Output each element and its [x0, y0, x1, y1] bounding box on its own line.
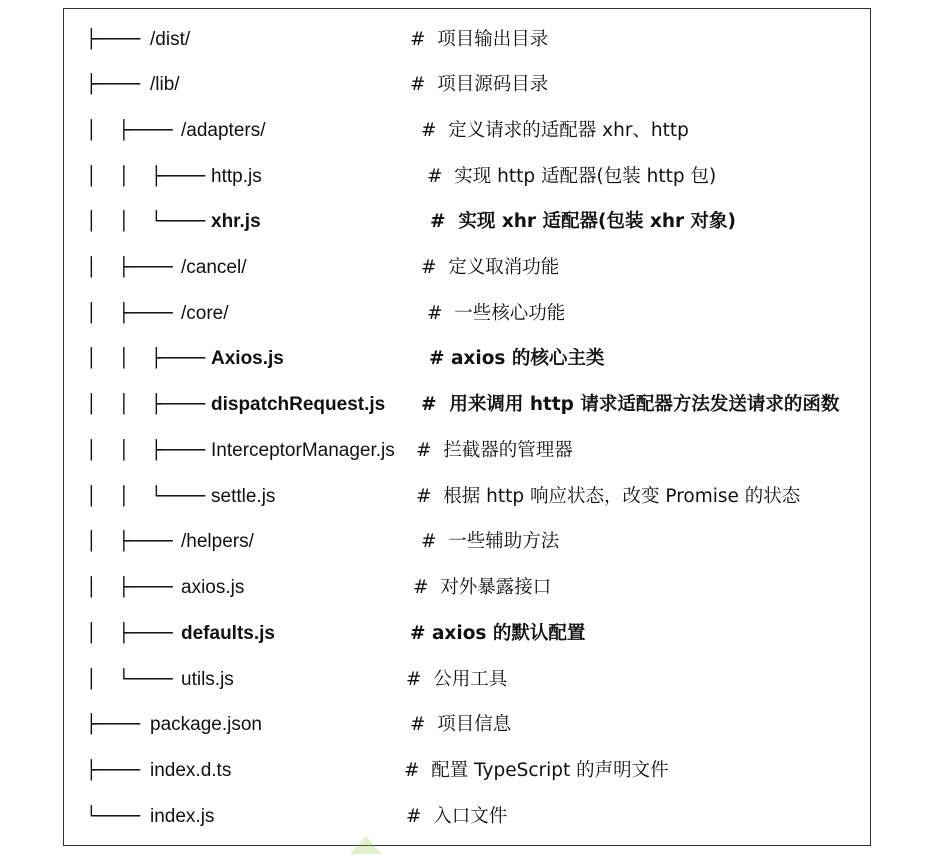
tree-item-name: settle.js — [211, 486, 276, 507]
tree-item-comment: # 定义取消功能 — [421, 257, 560, 278]
tree-item-name: xhr.js — [211, 211, 261, 232]
tree-item-name: package.json — [150, 714, 262, 735]
tree-item-name: /dist/ — [150, 29, 191, 50]
tree-item-name: utils.js — [181, 669, 234, 690]
tree-item-name: defaults.js — [181, 623, 275, 644]
tree-row — [0, 26, 945, 54]
tree-item-comment: # 拦截器的管理器 — [416, 440, 573, 461]
tree-item-comment: # 公用工具 — [406, 669, 508, 690]
tree-item-comment: # 实现 http 适配器(包装 http 包) — [427, 166, 717, 187]
tree-item-name: /adapters/ — [181, 120, 266, 141]
tree-branch-prefix: │ │ ├──── — [86, 348, 206, 369]
tree-branch-prefix: ├──── — [86, 714, 141, 735]
tree-branch-prefix: └──── — [86, 806, 141, 827]
tree-item-comment: # 一些辅助方法 — [421, 531, 560, 552]
watermark-logo-icon — [346, 834, 386, 856]
tree-branch-prefix: │ │ └──── — [86, 486, 206, 507]
tree-row — [0, 620, 945, 648]
tree-row — [0, 483, 945, 511]
tree-row — [0, 345, 945, 373]
tree-item-comment: # 一些核心功能 — [427, 303, 566, 324]
tree-item-comment: # 项目源码目录 — [410, 74, 549, 95]
tree-branch-prefix: │ │ ├──── — [86, 440, 206, 461]
tree-item-comment: # 对外暴露接口 — [413, 577, 552, 598]
tree-item-name: /helpers/ — [181, 531, 254, 552]
tree-item-comment: # 项目信息 — [410, 714, 512, 735]
tree-row — [0, 117, 945, 145]
tree-item-name: index.js — [150, 806, 215, 827]
tree-item-comment: # 入口文件 — [406, 806, 508, 827]
tree-item-name: http.js — [211, 166, 262, 187]
tree-item-name: InterceptorManager.js — [211, 440, 395, 461]
tree-branch-prefix: │ └──── — [86, 669, 173, 690]
tree-row — [0, 757, 945, 785]
tree-item-name: /cancel/ — [181, 257, 247, 278]
tree-branch-prefix: │ ├──── — [86, 257, 173, 278]
tree-row — [0, 254, 945, 282]
tree-item-comment: # axios 的默认配置 — [410, 623, 586, 644]
tree-row — [0, 391, 945, 419]
tree-branch-prefix: │ │ ├──── — [86, 394, 206, 415]
tree-item-name: dispatchRequest.js — [211, 394, 386, 415]
tree-branch-prefix: │ │ ├──── — [86, 166, 206, 187]
tree-row — [0, 163, 945, 191]
tree-row — [0, 711, 945, 739]
tree-branch-prefix: │ ├──── — [86, 577, 173, 598]
tree-row — [0, 71, 945, 99]
tree-row — [0, 528, 945, 556]
tree-item-name: axios.js — [181, 577, 245, 598]
tree-item-name: index.d.ts — [150, 760, 232, 781]
tree-row — [0, 666, 945, 694]
tree-item-comment: # 实现 xhr 适配器(包装 xhr 对象) — [430, 211, 737, 232]
tree-item-name: Axios.js — [211, 348, 284, 369]
tree-branch-prefix: ├──── — [86, 29, 141, 50]
tree-item-comment: # 项目输出目录 — [410, 29, 549, 50]
tree-item-name: /core/ — [181, 303, 229, 324]
tree-row — [0, 208, 945, 236]
tree-branch-prefix: │ ├──── — [86, 120, 173, 141]
tree-branch-prefix: │ ├──── — [86, 623, 173, 644]
tree-row — [0, 437, 945, 465]
tree-item-comment: # 用来调用 http 请求适配器方法发送请求的函数 — [421, 394, 840, 415]
tree-row — [0, 803, 945, 831]
tree-branch-prefix: │ ├──── — [86, 303, 173, 324]
tree-item-comment: # 根据 http 响应状态，改变 Promise 的状态 — [416, 486, 801, 507]
tree-item-comment: # 配置 TypeScript 的声明文件 — [404, 760, 669, 781]
tree-branch-prefix: │ ├──── — [86, 531, 173, 552]
tree-item-comment: # axios 的核心主类 — [429, 348, 605, 369]
tree-item-name: /lib/ — [150, 74, 180, 95]
tree-row — [0, 574, 945, 602]
tree-branch-prefix: │ │ └──── — [86, 211, 206, 232]
tree-item-comment: # 定义请求的适配器 xhr、http — [421, 120, 689, 141]
tree-row — [0, 300, 945, 328]
tree-branch-prefix: ├──── — [86, 74, 141, 95]
tree-branch-prefix: ├──── — [86, 760, 141, 781]
